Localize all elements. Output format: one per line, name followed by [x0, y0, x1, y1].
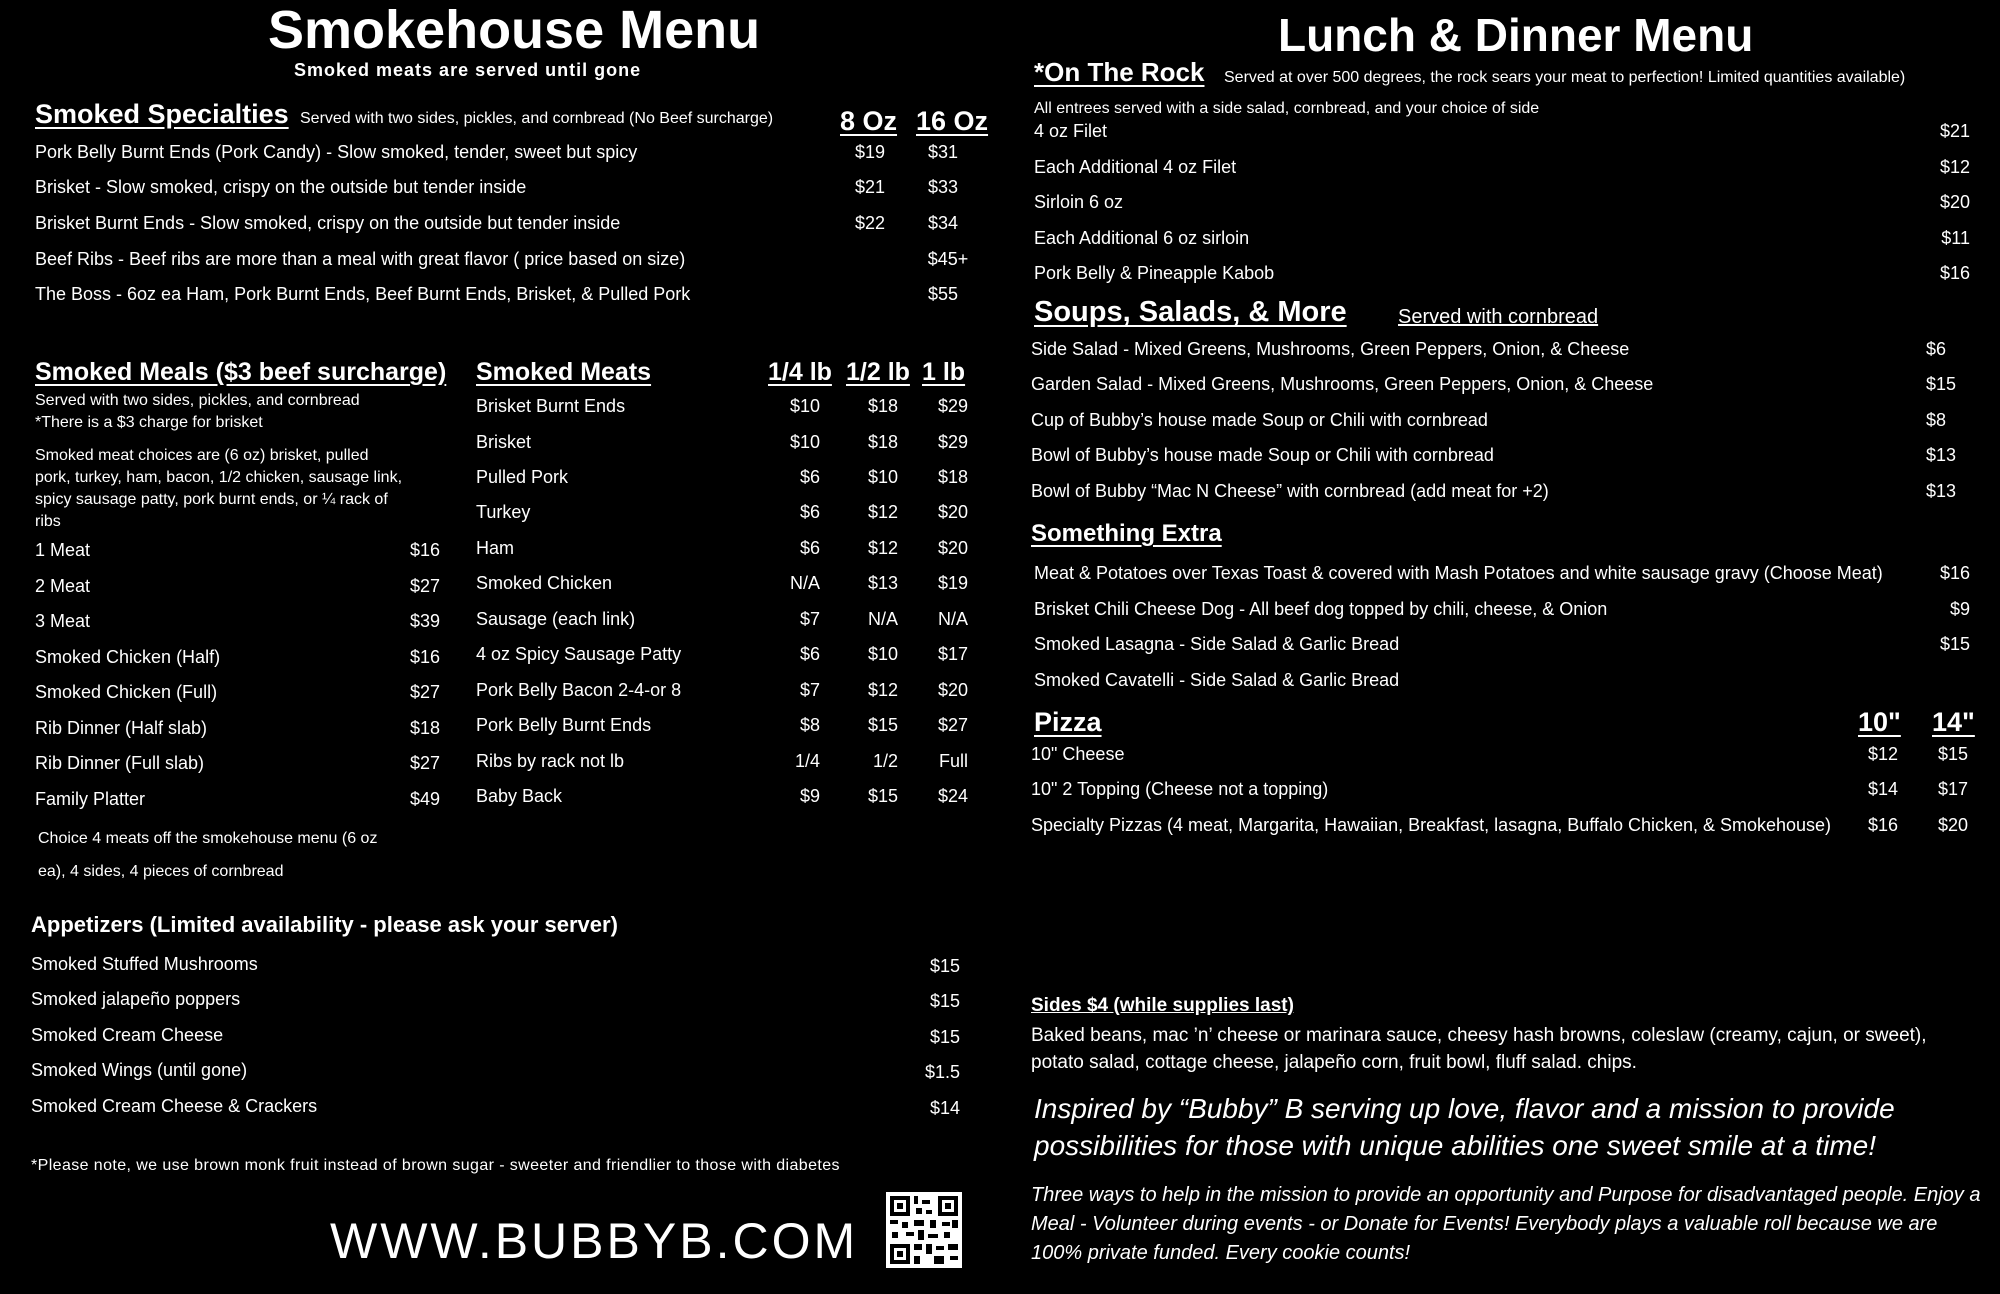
price: $15: [1926, 374, 1957, 394]
price: $18: [937, 467, 968, 487]
list-item: Smoked Chicken (Full): [35, 682, 218, 702]
price: $45+: [927, 249, 969, 269]
price: $6: [799, 502, 820, 522]
smokehouse-title: Smokehouse Menu: [268, 0, 761, 60]
price: $7: [799, 609, 820, 629]
sides-heading: Sides $4 (while supplies last): [1031, 995, 1294, 1016]
list-item: Smoked Cream Cheese: [31, 1025, 224, 1045]
pizza-col-14: 14": [1932, 707, 1975, 737]
price: $19: [854, 142, 886, 162]
price: $16: [409, 647, 440, 667]
price: $13: [867, 573, 898, 593]
list-item: Baby Back: [476, 786, 563, 806]
price: $29: [937, 432, 968, 452]
footnote: *Please note, we use brown monk fruit instead of brown sugar - sweeter and friendlier to those with diabetes: [31, 1157, 840, 1174]
price: $6: [799, 644, 820, 664]
price: $1.5: [924, 1062, 960, 1082]
price: $10: [867, 467, 898, 487]
price: $24: [937, 786, 968, 806]
price: $10: [789, 396, 820, 416]
price: $27: [409, 753, 440, 773]
list-item: Ham: [476, 538, 515, 558]
price: $15: [867, 715, 898, 735]
list-item: Smoked Cavatelli - Side Salad & Garlic Bread: [1034, 670, 1400, 690]
list-item: Brisket Chili Cheese Dog - All beef dog topped by chili, cheese, & Onion: [1034, 599, 1608, 619]
soups-note: Served with cornbread: [1398, 306, 1599, 328]
price: $13: [1926, 445, 1957, 465]
price: $15: [1939, 634, 1970, 654]
meats-heading: Smoked Meats: [476, 358, 652, 386]
price: $15: [1937, 744, 1968, 764]
price: $55: [927, 284, 959, 304]
price: $15: [867, 786, 898, 806]
price: $20: [1939, 192, 1970, 212]
list-item: Pork Belly Burnt Ends: [476, 715, 652, 735]
list-item: Rib Dinner (Full slab): [35, 753, 205, 773]
price: $16: [1939, 563, 1970, 583]
specialties-col-16oz: 16 Oz: [916, 106, 989, 136]
list-item: Sausage (each link): [476, 609, 636, 629]
qr-code-icon: [886, 1192, 962, 1268]
list-item: Cup of Bubby’s house made Soup or Chili with cornbread: [1031, 410, 1488, 430]
price: $20: [937, 680, 968, 700]
list-item: Bowl of Bubby “Mac N Cheese” with cornbread (add meat for +2): [1031, 481, 1549, 501]
price: $9: [799, 786, 820, 806]
list-item: Smoked Lasagna - Side Salad & Garlic Bread: [1034, 634, 1400, 654]
price: $34: [927, 213, 959, 233]
rock-entrees-note: All entrees served with a side salad, cornbread, and your choice of side: [1034, 100, 1540, 117]
platter-note: Choice 4 meats off the smokehouse menu (6 oz ea), 4 sides, 4 pieces of cornbread: [38, 830, 378, 880]
list-item: 4 oz Spicy Sausage Patty: [476, 644, 682, 664]
list-item: Ribs by rack not lb: [476, 751, 625, 771]
list-item: Sirloin 6 oz: [1034, 192, 1124, 212]
price: $33: [927, 177, 959, 197]
list-item: Smoked Wings (until gone): [31, 1060, 248, 1080]
price: $12: [1867, 744, 1898, 764]
price: $7: [799, 680, 820, 700]
price: $16: [1939, 263, 1970, 283]
price: $27: [409, 576, 440, 596]
price: N/A: [867, 609, 898, 629]
pizza-col-10: 10": [1858, 707, 1901, 737]
price: $12: [867, 502, 898, 522]
price: $18: [867, 396, 898, 416]
price: $17: [937, 644, 968, 664]
price: $6: [799, 467, 820, 487]
mission-quote: Inspired by “Bubby” B serving up love, flavor and a mission to provide possibilities for those with unique abilities one sweet smile at a time!: [1034, 1093, 1895, 1161]
price: $21: [1939, 121, 1970, 141]
list-item: Brisket - Slow smoked, crispy on the outside but tender inside: [35, 177, 527, 197]
specialties-heading: Smoked Specialties: [35, 99, 289, 129]
price: $6: [799, 538, 820, 558]
price: $14: [1867, 779, 1898, 799]
price: $16: [409, 540, 440, 560]
list-item: Each Additional 4 oz Filet: [1034, 157, 1237, 177]
price: 1/4: [794, 751, 820, 771]
meals-brisket-note: *There is a $3 charge for brisket: [35, 414, 263, 431]
price: Full: [938, 751, 968, 771]
appetizers-heading: Appetizers (Limited availability - please ask your server): [31, 912, 618, 937]
list-item: Rib Dinner (Half slab): [35, 718, 208, 738]
list-item: Brisket: [476, 432, 532, 452]
price: 1/2: [872, 751, 898, 771]
meals-choices: Smoked meat choices are (6 oz) brisket, pulled pork, turkey, ham, bacon, 1/2 chicken, sausage link, spicy sausage patty, pork burnt ends, or ¼ rack of ribs: [35, 447, 403, 530]
list-item: Smoked jalapeño poppers: [31, 989, 241, 1009]
price: $27: [937, 715, 968, 735]
price: $11: [1941, 228, 1970, 248]
price: $20: [937, 502, 968, 522]
specialties-col-8oz: 8 Oz: [840, 106, 898, 136]
price: $29: [937, 396, 968, 416]
price: $12: [1939, 157, 1970, 177]
list-item: Smoked Cream Cheese & Crackers: [31, 1096, 318, 1116]
price: N/A: [937, 609, 968, 629]
extra-heading: Something Extra: [1031, 520, 1222, 547]
rock-note: Served at over 500 degrees, the rock sears your meat to perfection! Limited quantities available): [1224, 69, 1906, 86]
list-item: 4 oz Filet: [1034, 121, 1108, 141]
list-item: Brisket Burnt Ends - Slow smoked, crispy on the outside but tender inside: [35, 213, 621, 233]
price: $20: [1937, 815, 1968, 835]
price: $12: [867, 680, 898, 700]
list-item: Pork Belly Bacon 2-4-or 8: [476, 680, 682, 700]
list-item: Pork Belly Burnt Ends (Pork Candy) - Slow smoked, tender, sweet but spicy: [35, 142, 638, 162]
list-item: Meat & Potatoes over Texas Toast & covered with Mash Potatoes and white sausage gravy (Choose Meat): [1034, 563, 1883, 583]
price: $22: [854, 213, 886, 233]
list-item: Specialty Pizzas (4 meat, Margarita, Hawaiian, Breakfast, lasagna, Buffalo Chicken, & Smokehouse): [1031, 815, 1832, 835]
price: $27: [409, 682, 440, 702]
price: $15: [929, 956, 960, 976]
price: $14: [929, 1098, 960, 1118]
qr-code[interactable]: [886, 1192, 962, 1268]
price: $8: [1926, 410, 1947, 430]
price: $10: [867, 644, 898, 664]
price: $18: [867, 432, 898, 452]
soups-heading: Soups, Salads, & More: [1034, 296, 1347, 328]
price: $31: [927, 142, 959, 162]
list-item: 10" Cheese: [1031, 744, 1125, 764]
price: $17: [1937, 779, 1968, 799]
meats-col-half: 1/2 lb: [846, 358, 910, 386]
list-item: Family Platter: [35, 789, 146, 809]
mission-text: Three ways to help in the mission to provide an opportunity and Purpose for disadvantaged people. Enjoy a Meal - Volunteer during events - or Donate for Events! Everybody plays a valuable roll because we are 100% private funded. Every cookie counts!: [1031, 1184, 1981, 1264]
list-item: 10" 2 Topping (Cheese not a topping): [1031, 779, 1329, 799]
meals-note: Served with two sides, pickles, and cornbread: [35, 392, 360, 409]
price: $13: [1926, 481, 1957, 501]
price: $16: [1867, 815, 1898, 835]
list-item: Each Additional 6 oz sirloin: [1034, 228, 1250, 248]
list-item: Bowl of Bubby’s house made Soup or Chili with cornbread: [1031, 445, 1494, 465]
lunch-title: Lunch & Dinner Menu: [1278, 9, 1754, 61]
specialties-note: Served with two sides, pickles, and cornbread (No Beef surcharge): [300, 110, 774, 127]
price: $18: [409, 718, 440, 738]
price: $12: [867, 538, 898, 558]
list-item: Turkey: [476, 502, 531, 522]
price: $8: [799, 715, 820, 735]
smokehouse-subtitle: Smoked meats are served until gone: [294, 60, 642, 80]
meats-col-pound: 1 lb: [922, 358, 966, 386]
rock-heading: *On The Rock: [1034, 57, 1205, 87]
list-item: Smoked Stuffed Mushrooms: [31, 954, 258, 974]
list-item: Smoked Chicken: [476, 573, 613, 593]
price: $19: [937, 573, 968, 593]
list-item: Garden Salad - Mixed Greens, Mushrooms, Green Peppers, Onion, & Cheese: [1031, 374, 1654, 394]
price: $20: [937, 538, 968, 558]
website-link[interactable]: WWW.BUBBYB.COM: [330, 1213, 859, 1269]
list-item: 1 Meat: [35, 540, 91, 560]
list-item: Pulled Pork: [476, 467, 569, 487]
price: $6: [1926, 339, 1947, 359]
price: $21: [854, 177, 886, 197]
pizza-heading: Pizza: [1034, 707, 1102, 737]
price: $39: [409, 611, 440, 631]
list-item: Brisket Burnt Ends: [476, 396, 626, 416]
list-item: 2 Meat: [35, 576, 91, 596]
list-item: 3 Meat: [35, 611, 91, 631]
list-item: Smoked Chicken (Half): [35, 647, 221, 667]
price: $15: [929, 1027, 960, 1047]
meals-heading: Smoked Meals ($3 beef surcharge): [35, 358, 447, 386]
list-item: The Boss - 6oz ea Ham, Pork Burnt Ends, Beef Burnt Ends, Brisket, & Pulled Pork: [35, 284, 691, 304]
sides-text: Baked beans, mac ’n’ cheese or marinara sauce, cheesy hash browns, coleslaw (creamy, cajun, or sweet), potato salad, cottage cheese, jalapeño corn, fruit bowl, fluff salad. chips.: [1031, 1025, 1927, 1073]
meats-col-quarter: 1/4 lb: [768, 358, 832, 386]
price: N/A: [789, 573, 820, 593]
list-item: Side Salad - Mixed Greens, Mushrooms, Green Peppers, Onion, & Cheese: [1031, 339, 1630, 359]
price: $9: [1949, 599, 1970, 619]
list-item: Pork Belly & Pineapple Kabob: [1034, 263, 1275, 283]
price: $10: [789, 432, 820, 452]
price: $15: [929, 991, 960, 1011]
list-item: Beef Ribs - Beef ribs are more than a meal with great flavor ( price based on size): [35, 249, 686, 269]
price: $49: [409, 789, 440, 809]
